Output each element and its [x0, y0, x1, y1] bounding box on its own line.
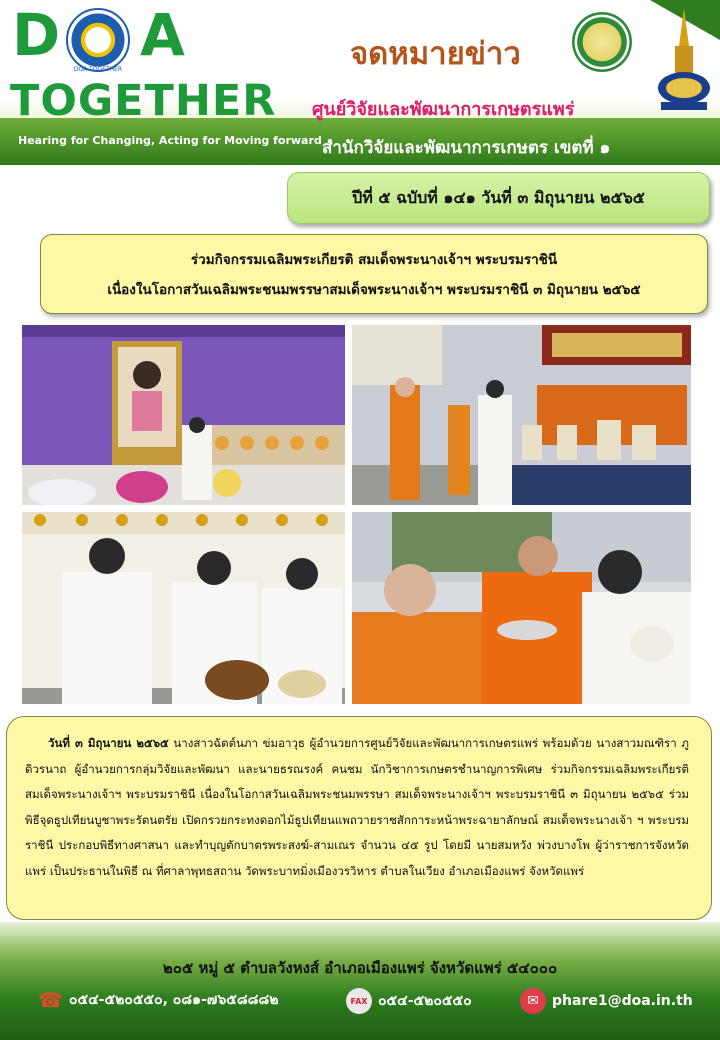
- brand-letter-d: D: [12, 1, 61, 69]
- email-contact[interactable]: [520, 988, 693, 1014]
- photo-alms-giving-temple: [352, 325, 691, 505]
- center-name: ศูนย์วิจัยและพัฒนาการเกษตรแพร่: [312, 99, 575, 120]
- article-date: วันที่ ๓ มิถุนายน ๒๕๖๕: [48, 736, 169, 750]
- article-box: [6, 716, 712, 920]
- topic-box: [40, 234, 708, 314]
- tagline: Hearing for Changing, Acting for Moving forward: [18, 134, 322, 147]
- fax-icon: FAX: [346, 988, 372, 1014]
- royal-anniversary-emblem: [655, 6, 713, 114]
- department-seal-logo: [572, 12, 632, 72]
- topic-line-1: ร่วมกิจกรรมเฉลิมพระเกียรติ สมเด็จพระนางเจ้าฯ พระบรมราชินี: [190, 252, 558, 268]
- doa-seal-caption: DOA TOGETHER: [73, 66, 123, 73]
- article-body: นางสาวฉัตต์นภา ข่มอาวุธ ผู้อำนวยการศูนย์วิจัยและพัฒนาการเกษตรแพร่ พร้อมด้วย นางสาวมณฑิรา ภูดิวรนาถ ผู้อำนวยการกลุ่มวิจัยและพัฒนา และนายธรณรงค์ คนชม นักวิชาการเกษตรชำนาญการพิเศษ ร่วมกิจกรรมเฉลิมพระเกียรติ สมเด็จพระนางเจ้าฯ พระบรมราชินี เนื่องในโอกาสวันเฉลิมพระชนมพรรษา สมเด็จพระนางเจ้าฯ พระบรมราชินี ๓ มิถุนายน ๒๕๖๕ ร่วมพิธีจุดธูปเทียนบูชาพระรัตนตรัย เปิดกรวยกระทงดอกไม้ธูปเทียนแพถวายราชสักการะหน้าพระฉายาลักษณ์ สมเด็จพระนางเจ้า ฯ พระบรมราชินี ประกอบพิธีทางศาสนา และทำบุญตักบาตรพระสงฆ์-สามเณร จำนวน ๔๕ รูป โดยมี นายสมหวัง พ่วงบางโพ ผู้ว่าราชการจังหวัดแพร่ เป็นประธานในพิธี ณ ที่ศาลาพุทธสถาน วัดพระบาทมิ่งเมืองวรวิหาร ตำบลในเวียง อำเภอเมืองแพร่ จังหวัดแพร่: [25, 736, 689, 878]
- masthead: [0, 0, 720, 165]
- article-text: [25, 731, 689, 884]
- doa-seal-logo: [66, 8, 130, 72]
- photo-novice-monks: [352, 512, 691, 704]
- issue-text: ปีที่ ๕ ฉบับที่ ๑๔๑ วันที่ ๓ มิถุนายน ๒๕๖๕: [352, 187, 645, 207]
- office-name: สำนักวิจัยและพัฒนาการเกษตร เขตที่ ๑: [322, 138, 611, 158]
- phone-contact: [38, 988, 278, 1012]
- brand-together: TOGETHER: [10, 76, 277, 126]
- issue-banner: [287, 172, 710, 224]
- fax-contact: [346, 988, 472, 1014]
- phone-icon: ☎: [38, 988, 63, 1012]
- phone-number: ๐๕๔-๕๒๐๕๕๐, ๐๘๑-๗๖๕๘๘๘๒: [68, 992, 279, 1008]
- brand-letter-a: A: [140, 1, 185, 69]
- newsletter-title: จดหมายข่าว: [350, 36, 521, 72]
- email-address[interactable]: phare1@doa.in.th: [552, 993, 693, 1009]
- footer: [0, 922, 720, 1040]
- footer-address: ๒๐๕ หมู่ ๕ ตำบลวังหงส์ อำเภอเมืองแพร่ จังหวัดแพร่ ๕๔๐๐๐: [162, 959, 558, 977]
- topic-line-2: เนื่องในโอกาสวันเฉลิมพระชนมพรรษาสมเด็จพระนางเจ้าฯ พระบรมราชินี ๓ มิถุนายน ๒๕๖๕: [107, 282, 641, 298]
- mail-icon: ✉: [520, 988, 546, 1014]
- photo-portrait-ceremony: [22, 325, 345, 505]
- photo-officials-group: [22, 512, 345, 704]
- fax-number: ๐๕๔-๕๒๐๕๕๐: [378, 993, 472, 1009]
